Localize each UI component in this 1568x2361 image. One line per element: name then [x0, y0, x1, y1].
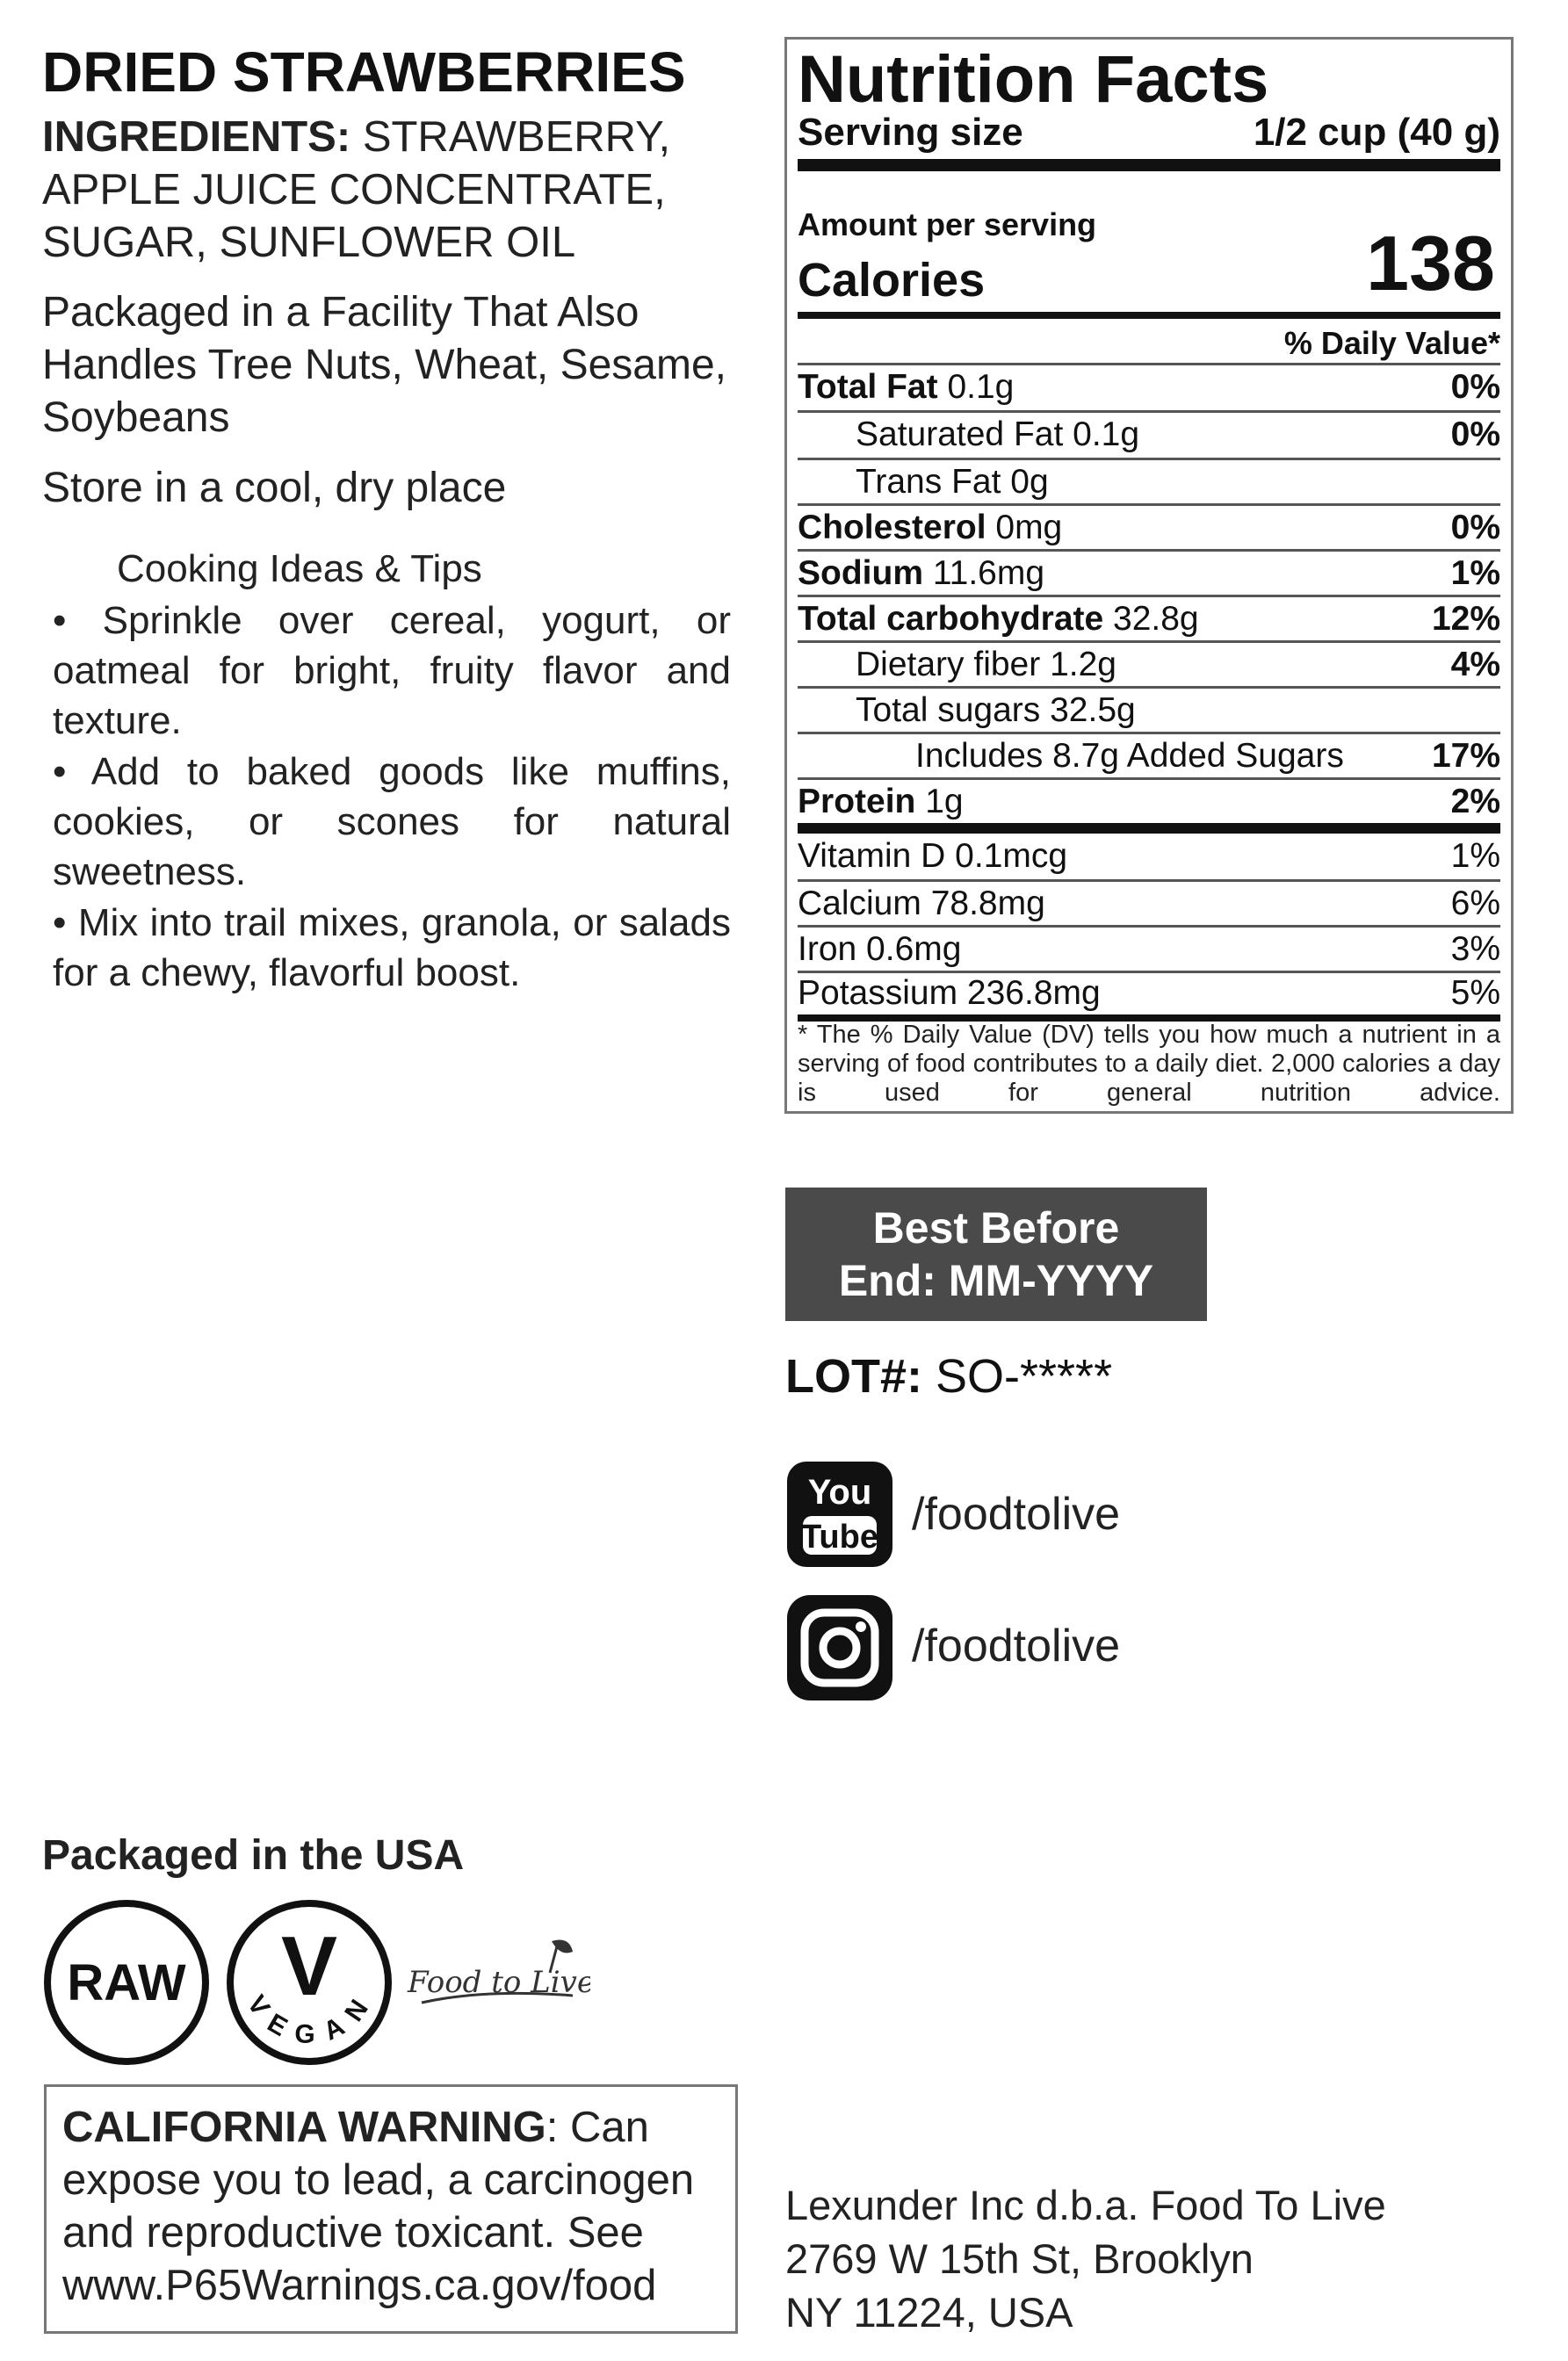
leaf-icon	[406, 1924, 590, 2029]
raw-badge-icon	[44, 1900, 209, 2065]
nutrient-name: Total carbohydrate	[798, 600, 1104, 638]
nutrient-row-cholesterol	[798, 505, 1500, 551]
instagram-handle: /foodtolive	[912, 1621, 1121, 1671]
nutrient-daily-value: 0%	[1450, 415, 1500, 453]
best-before-line2: End: MM-YYYY	[838, 1256, 1154, 1305]
nutrient-amount: 1g	[915, 783, 964, 820]
company-name: Lexunder Inc d.b.a. Food To Live	[785, 2182, 1386, 2228]
nutrition-title: Nutrition Facts	[798, 42, 1269, 117]
calories-label: Calories	[798, 254, 986, 307]
warning-label: CALIFORNIA WARNING	[62, 2104, 546, 2151]
lot-label: LOT#:	[785, 1350, 922, 1403]
best-before-box	[785, 1188, 1207, 1321]
calories-value: 138	[1366, 220, 1495, 307]
nutrient-amount: Total sugars 32.5g	[856, 691, 1136, 729]
vitamin-row	[798, 881, 1500, 927]
vitamin-daily-value: 3%	[1450, 930, 1500, 968]
warning-text: : Can expose you to lead, a carcinogen and reproductive toxicant. See www.P65Warnings.ca.gov/food	[62, 2104, 695, 2309]
vegan-badge-graphic	[234, 1907, 385, 2058]
nutrient-row-dietary-fiber	[798, 642, 1500, 688]
nutrient-row-total-fat	[798, 365, 1500, 410]
nutrient-amount: 11.6mg	[923, 554, 1045, 592]
nutrient-daily-value: 4%	[1450, 646, 1500, 683]
serving-size-value: 1/2 cup (40 g)	[1253, 111, 1500, 154]
vitamin-name: Iron 0.6mg	[798, 930, 962, 968]
nutrient-daily-value: 2%	[1450, 783, 1500, 820]
nutrient-row-saturated-fat	[798, 412, 1500, 458]
lot-value: SO-*****	[922, 1350, 1113, 1403]
serving-size-label: Serving size	[798, 111, 1023, 154]
vitamin-name: Calcium 78.8mg	[798, 884, 1045, 922]
vitamin-daily-value: 5%	[1450, 974, 1500, 1012]
nutrient-amount: Dietary fiber 1.2g	[856, 646, 1116, 683]
brand-logo-text: Food to Live	[408, 1965, 590, 2000]
medium-divider	[798, 312, 1500, 319]
vegan-word: VEGAN	[241, 1989, 378, 2050]
tip-item: • Mix into trail mixes, granola, or salads for a chewy, flavorful boost.	[53, 901, 731, 994]
best-before-line1: Best Before	[872, 1203, 1120, 1253]
vitamin-row	[798, 834, 1500, 879]
nutrient-amount: Trans Fat 0g	[856, 463, 1049, 501]
tip-item: • Add to baked goods like muffins, cookies, or scones for natural sweetness.	[53, 750, 731, 893]
nutrient-name: Cholesterol	[798, 509, 986, 546]
company-city: NY 11224, USA	[785, 2289, 1073, 2336]
youtube-icon-top: You	[807, 1473, 872, 1512]
nutrient-row-total-carbohydrate	[798, 596, 1500, 642]
nutrient-name: Sodium	[798, 554, 923, 592]
company-address	[785, 2178, 1386, 2339]
vitamin-row	[798, 927, 1500, 972]
vitamin-daily-value: 6%	[1450, 884, 1500, 922]
nutrient-daily-value: 17%	[1431, 737, 1500, 775]
vegan-letter: V	[280, 1919, 338, 2013]
youtube-handle: /foodtolive	[912, 1489, 1121, 1540]
nutrient-row-trans-fat	[798, 459, 1500, 505]
nutrient-row-total-sugars	[798, 688, 1500, 733]
thick-divider	[798, 823, 1500, 834]
ingredients-label: INGREDIENTS:	[42, 113, 351, 161]
nutrient-daily-value: 1%	[1450, 554, 1500, 592]
vitamin-name: Vitamin D 0.1mcg	[798, 837, 1068, 875]
daily-value-footnote: * The % Daily Value (DV) tells you how much a nutrient in a serving of food contributes to a daily diet. 2,000 calories a day is used for general nutrition advice.	[798, 1021, 1500, 1107]
ingredients-list: STRAWBERRY, APPLE JUICE CONCENTRATE, SUGAR, SUNFLOWER OIL	[42, 113, 671, 266]
nutrient-name: Protein	[798, 783, 916, 820]
vitamin-row	[798, 971, 1500, 1016]
vitamin-daily-value: 1%	[1450, 837, 1500, 875]
nutrient-amount: 32.8g	[1103, 600, 1199, 638]
facility-notice: Packaged in a Facility That Also Handles Tree Nuts, Wheat, Sesame, Soybeans	[42, 289, 727, 441]
tip-item: • Sprinkle over cereal, yogurt, or oatmeal for bright, fruity flavor and texture.	[53, 599, 731, 742]
nutrient-row-sodium	[798, 551, 1500, 596]
youtube-icon	[784, 1458, 896, 1570]
nutrition-facts-panel	[784, 37, 1514, 1114]
vegan-badge-icon	[227, 1900, 392, 2065]
storage-instructions: Store in a cool, dry place	[42, 465, 507, 511]
vitamin-name: Potassium 236.8mg	[798, 974, 1101, 1012]
nutrient-amount: Includes 8.7g Added Sugars	[915, 737, 1344, 775]
nutrient-amount: 0.1g	[937, 368, 1015, 406]
california-warning	[44, 2084, 738, 2334]
amount-per-serving-label: Amount per serving	[798, 206, 1097, 242]
nutrient-name: Total Fat	[798, 368, 938, 406]
thick-divider	[798, 159, 1500, 171]
nutrient-daily-value: 12%	[1431, 600, 1500, 638]
lot-number	[785, 1347, 1112, 1405]
brand-logo	[406, 1924, 590, 2029]
nutrient-row-protein	[798, 779, 1500, 825]
nutrient-amount: 0mg	[986, 509, 1063, 546]
company-street: 2769 W 15th St, Brooklyn	[785, 2235, 1254, 2282]
nutrient-amount: Saturated Fat 0.1g	[856, 415, 1140, 453]
tips-heading: Cooking Ideas & Tips	[117, 547, 482, 590]
daily-value-header: % Daily Value*	[1283, 325, 1500, 361]
youtube-icon-bottom: Tube	[801, 1519, 878, 1556]
nutrient-daily-value: 0%	[1450, 368, 1500, 406]
instagram-icon	[784, 1592, 896, 1704]
origin-label: Packaged in the USA	[42, 1832, 465, 1879]
product-title: DRIED STRAWBERRIES	[42, 40, 686, 104]
raw-badge-text: RAW	[67, 1953, 186, 2011]
nutrient-row-added-sugars	[798, 733, 1500, 779]
nutrient-daily-value: 0%	[1450, 509, 1500, 546]
ingredients-text	[42, 111, 745, 269]
